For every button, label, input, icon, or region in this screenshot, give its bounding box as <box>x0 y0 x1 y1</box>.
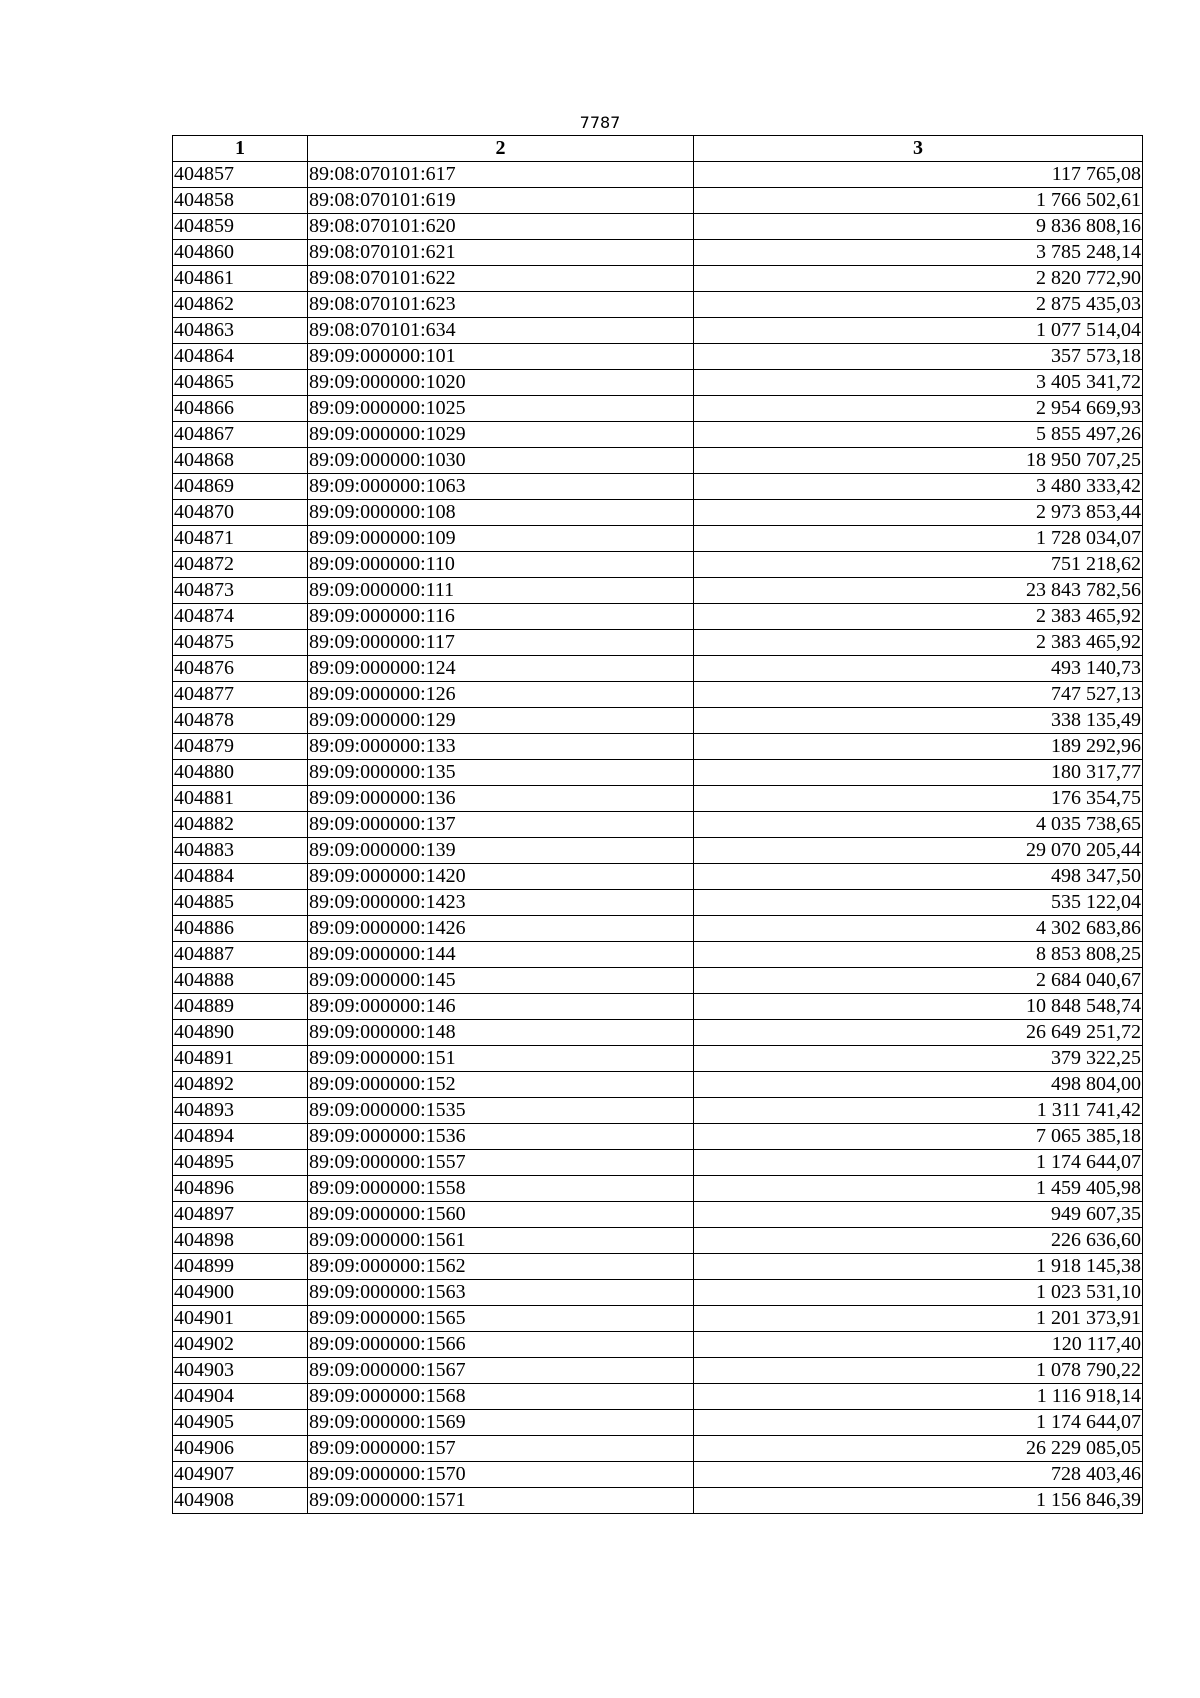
value-cell: 117 765,08 <box>694 162 1143 188</box>
cadastral-number-cell: 89:09:000000:145 <box>308 968 694 994</box>
cadastral-number-cell: 89:09:000000:144 <box>308 942 694 968</box>
cadastral-number-cell: 89:08:070101:619 <box>308 188 694 214</box>
table-row <box>173 188 1143 214</box>
table-body <box>173 162 1143 1514</box>
column-header-1: 1 <box>173 136 308 162</box>
value-cell: 1 766 502,61 <box>694 188 1143 214</box>
table-row <box>173 526 1143 552</box>
cadastral-number-cell: 89:08:070101:623 <box>308 292 694 318</box>
table-row <box>173 474 1143 500</box>
table-row <box>173 630 1143 656</box>
value-cell: 1 116 918,14 <box>694 1384 1143 1410</box>
cadastral-number-cell: 89:09:000000:116 <box>308 604 694 630</box>
value-cell: 2 954 669,93 <box>694 396 1143 422</box>
row-number-cell: 404891 <box>173 1046 308 1072</box>
value-cell: 2 973 853,44 <box>694 500 1143 526</box>
table-row <box>173 1462 1143 1488</box>
cadastral-number-cell: 89:09:000000:148 <box>308 1020 694 1046</box>
table-row <box>173 916 1143 942</box>
value-cell: 1 728 034,07 <box>694 526 1143 552</box>
cadastral-number-cell: 89:09:000000:124 <box>308 656 694 682</box>
row-number-cell: 404887 <box>173 942 308 968</box>
row-number-cell: 404879 <box>173 734 308 760</box>
value-cell: 2 875 435,03 <box>694 292 1143 318</box>
cadastral-number-cell: 89:08:070101:621 <box>308 240 694 266</box>
column-header-3: 3 <box>694 136 1143 162</box>
table-row <box>173 1202 1143 1228</box>
table-row <box>173 1020 1143 1046</box>
table-row <box>173 318 1143 344</box>
table-row <box>173 682 1143 708</box>
table-row <box>173 344 1143 370</box>
row-number-cell: 404857 <box>173 162 308 188</box>
value-cell: 493 140,73 <box>694 656 1143 682</box>
page-number: 7787 <box>579 113 621 132</box>
table-row <box>173 760 1143 786</box>
value-cell: 1 174 644,07 <box>694 1410 1143 1436</box>
table-row <box>173 1306 1143 1332</box>
row-number-cell: 404882 <box>173 812 308 838</box>
row-number-cell: 404865 <box>173 370 308 396</box>
table-row <box>173 1150 1143 1176</box>
table-row <box>173 942 1143 968</box>
value-cell: 751 218,62 <box>694 552 1143 578</box>
row-number-cell: 404868 <box>173 448 308 474</box>
row-number-cell: 404863 <box>173 318 308 344</box>
value-cell: 338 135,49 <box>694 708 1143 734</box>
table-row <box>173 604 1143 630</box>
row-number-cell: 404900 <box>173 1280 308 1306</box>
value-cell: 2 383 465,92 <box>694 604 1143 630</box>
cadastral-number-cell: 89:09:000000:1423 <box>308 890 694 916</box>
cadastral-number-cell: 89:09:000000:1565 <box>308 1306 694 1332</box>
table-row <box>173 370 1143 396</box>
table-header <box>173 136 1143 162</box>
cadastral-number-cell: 89:09:000000:1020 <box>308 370 694 396</box>
table-row <box>173 1358 1143 1384</box>
value-cell: 1 077 514,04 <box>694 318 1143 344</box>
value-cell: 1 023 531,10 <box>694 1280 1143 1306</box>
table-row <box>173 812 1143 838</box>
cadastral-number-cell: 89:09:000000:1568 <box>308 1384 694 1410</box>
table-row <box>173 500 1143 526</box>
table-row <box>173 214 1143 240</box>
table-row <box>173 1384 1143 1410</box>
value-cell: 2 684 040,67 <box>694 968 1143 994</box>
table-row <box>173 422 1143 448</box>
table-row <box>173 734 1143 760</box>
value-cell: 1 156 846,39 <box>694 1488 1143 1514</box>
row-number-cell: 404864 <box>173 344 308 370</box>
cadastral-number-cell: 89:09:000000:133 <box>308 734 694 760</box>
table-row <box>173 552 1143 578</box>
cadastral-number-cell: 89:09:000000:1566 <box>308 1332 694 1358</box>
table-row <box>173 1072 1143 1098</box>
cadastral-number-cell: 89:09:000000:110 <box>308 552 694 578</box>
table-row <box>173 994 1143 1020</box>
cadastral-number-cell: 89:09:000000:1560 <box>308 1202 694 1228</box>
table-row <box>173 1436 1143 1462</box>
table-row <box>173 1410 1143 1436</box>
cadastral-number-cell: 89:09:000000:1571 <box>308 1488 694 1514</box>
value-cell: 2 383 465,92 <box>694 630 1143 656</box>
row-number-cell: 404889 <box>173 994 308 1020</box>
value-cell: 23 843 782,56 <box>694 578 1143 604</box>
row-number-cell: 404870 <box>173 500 308 526</box>
value-cell: 379 322,25 <box>694 1046 1143 1072</box>
value-cell: 10 848 548,74 <box>694 994 1143 1020</box>
value-cell: 1 174 644,07 <box>694 1150 1143 1176</box>
cadastral-number-cell: 89:09:000000:139 <box>308 838 694 864</box>
row-number-cell: 404867 <box>173 422 308 448</box>
row-number-cell: 404893 <box>173 1098 308 1124</box>
table-row <box>173 292 1143 318</box>
cadastral-number-cell: 89:09:000000:126 <box>308 682 694 708</box>
table-row <box>173 448 1143 474</box>
row-number-cell: 404875 <box>173 630 308 656</box>
value-cell: 747 527,13 <box>694 682 1143 708</box>
cadastral-number-cell: 89:09:000000:1561 <box>308 1228 694 1254</box>
table-row <box>173 838 1143 864</box>
row-number-cell: 404883 <box>173 838 308 864</box>
value-cell: 29 070 205,44 <box>694 838 1143 864</box>
cadastral-number-cell: 89:09:000000:1569 <box>308 1410 694 1436</box>
value-cell: 4 302 683,86 <box>694 916 1143 942</box>
row-number-cell: 404884 <box>173 864 308 890</box>
cadastral-number-cell: 89:09:000000:129 <box>308 708 694 734</box>
row-number-cell: 404906 <box>173 1436 308 1462</box>
row-number-cell: 404895 <box>173 1150 308 1176</box>
row-number-cell: 404888 <box>173 968 308 994</box>
cadastral-number-cell: 89:09:000000:136 <box>308 786 694 812</box>
value-cell: 3 480 333,42 <box>694 474 1143 500</box>
row-number-cell: 404866 <box>173 396 308 422</box>
value-cell: 18 950 707,25 <box>694 448 1143 474</box>
cadastral-number-cell: 89:09:000000:1063 <box>308 474 694 500</box>
cadastral-number-cell: 89:09:000000:135 <box>308 760 694 786</box>
cadastral-number-cell: 89:09:000000:1426 <box>308 916 694 942</box>
cadastral-number-cell: 89:08:070101:617 <box>308 162 694 188</box>
table-row <box>173 578 1143 604</box>
cadastral-number-cell: 89:09:000000:1567 <box>308 1358 694 1384</box>
cadastral-number-cell: 89:09:000000:146 <box>308 994 694 1020</box>
table-row <box>173 786 1143 812</box>
table-row <box>173 708 1143 734</box>
cadastral-number-cell: 89:09:000000:1030 <box>308 448 694 474</box>
table-row <box>173 1488 1143 1514</box>
value-cell: 1 918 145,38 <box>694 1254 1143 1280</box>
row-number-cell: 404892 <box>173 1072 308 1098</box>
header-row <box>173 136 1143 162</box>
value-cell: 7 065 385,18 <box>694 1124 1143 1150</box>
value-cell: 1 078 790,22 <box>694 1358 1143 1384</box>
row-number-cell: 404896 <box>173 1176 308 1202</box>
value-cell: 498 347,50 <box>694 864 1143 890</box>
table-row <box>173 1254 1143 1280</box>
table-row <box>173 266 1143 292</box>
table-row <box>173 1124 1143 1150</box>
cadastral-number-cell: 89:09:000000:1558 <box>308 1176 694 1202</box>
row-number-cell: 404902 <box>173 1332 308 1358</box>
cadastral-number-cell: 89:09:000000:1557 <box>308 1150 694 1176</box>
value-cell: 26 229 085,05 <box>694 1436 1143 1462</box>
value-cell: 4 035 738,65 <box>694 812 1143 838</box>
value-cell: 3 405 341,72 <box>694 370 1143 396</box>
table-row <box>173 656 1143 682</box>
value-cell: 5 855 497,26 <box>694 422 1143 448</box>
table-row <box>173 968 1143 994</box>
cadastral-number-cell: 89:09:000000:157 <box>308 1436 694 1462</box>
row-number-cell: 404907 <box>173 1462 308 1488</box>
cadastral-number-cell: 89:09:000000:101 <box>308 344 694 370</box>
row-number-cell: 404869 <box>173 474 308 500</box>
row-number-cell: 404861 <box>173 266 308 292</box>
cadastral-number-cell: 89:09:000000:1420 <box>308 864 694 890</box>
table-row <box>173 1176 1143 1202</box>
row-number-cell: 404897 <box>173 1202 308 1228</box>
value-cell: 3 785 248,14 <box>694 240 1143 266</box>
cadastral-number-cell: 89:08:070101:620 <box>308 214 694 240</box>
value-cell: 120 117,40 <box>694 1332 1143 1358</box>
value-cell: 8 853 808,25 <box>694 942 1143 968</box>
row-number-cell: 404859 <box>173 214 308 240</box>
row-number-cell: 404862 <box>173 292 308 318</box>
value-cell: 176 354,75 <box>694 786 1143 812</box>
value-cell: 1 201 373,91 <box>694 1306 1143 1332</box>
row-number-cell: 404877 <box>173 682 308 708</box>
table-row <box>173 1228 1143 1254</box>
row-number-cell: 404898 <box>173 1228 308 1254</box>
table-row <box>173 1280 1143 1306</box>
table-row <box>173 890 1143 916</box>
cadastral-number-cell: 89:09:000000:151 <box>308 1046 694 1072</box>
row-number-cell: 404905 <box>173 1410 308 1436</box>
cadastral-number-cell: 89:09:000000:1536 <box>308 1124 694 1150</box>
cadastral-number-cell: 89:09:000000:1029 <box>308 422 694 448</box>
value-cell: 226 636,60 <box>694 1228 1143 1254</box>
cadastral-number-cell: 89:09:000000:111 <box>308 578 694 604</box>
value-cell: 1 311 741,42 <box>694 1098 1143 1124</box>
row-number-cell: 404874 <box>173 604 308 630</box>
table-row <box>173 240 1143 266</box>
cadastral-number-cell: 89:09:000000:109 <box>308 526 694 552</box>
registry-table <box>172 135 1143 1514</box>
table-row <box>173 396 1143 422</box>
row-number-cell: 404904 <box>173 1384 308 1410</box>
row-number-cell: 404880 <box>173 760 308 786</box>
cadastral-number-cell: 89:09:000000:137 <box>308 812 694 838</box>
cadastral-number-cell: 89:09:000000:1535 <box>308 1098 694 1124</box>
table-row <box>173 162 1143 188</box>
row-number-cell: 404881 <box>173 786 308 812</box>
value-cell: 498 804,00 <box>694 1072 1143 1098</box>
table-row <box>173 864 1143 890</box>
row-number-cell: 404871 <box>173 526 308 552</box>
row-number-cell: 404885 <box>173 890 308 916</box>
cadastral-number-cell: 89:08:070101:622 <box>308 266 694 292</box>
row-number-cell: 404878 <box>173 708 308 734</box>
cadastral-number-cell: 89:09:000000:1563 <box>308 1280 694 1306</box>
row-number-cell: 404894 <box>173 1124 308 1150</box>
row-number-cell: 404872 <box>173 552 308 578</box>
row-number-cell: 404903 <box>173 1358 308 1384</box>
value-cell: 728 403,46 <box>694 1462 1143 1488</box>
value-cell: 180 317,77 <box>694 760 1143 786</box>
row-number-cell: 404899 <box>173 1254 308 1280</box>
row-number-cell: 404860 <box>173 240 308 266</box>
table-row <box>173 1098 1143 1124</box>
value-cell: 189 292,96 <box>694 734 1143 760</box>
value-cell: 2 820 772,90 <box>694 266 1143 292</box>
column-header-2: 2 <box>308 136 694 162</box>
value-cell: 9 836 808,16 <box>694 214 1143 240</box>
table-row <box>173 1332 1143 1358</box>
cadastral-number-cell: 89:09:000000:152 <box>308 1072 694 1098</box>
row-number-cell: 404890 <box>173 1020 308 1046</box>
value-cell: 1 459 405,98 <box>694 1176 1143 1202</box>
cadastral-number-cell: 89:09:000000:117 <box>308 630 694 656</box>
value-cell: 949 607,35 <box>694 1202 1143 1228</box>
table-row <box>173 1046 1143 1072</box>
cadastral-number-cell: 89:09:000000:1570 <box>308 1462 694 1488</box>
row-number-cell: 404876 <box>173 656 308 682</box>
row-number-cell: 404858 <box>173 188 308 214</box>
row-number-cell: 404908 <box>173 1488 308 1514</box>
cadastral-number-cell: 89:09:000000:1562 <box>308 1254 694 1280</box>
value-cell: 535 122,04 <box>694 890 1143 916</box>
row-number-cell: 404901 <box>173 1306 308 1332</box>
row-number-cell: 404873 <box>173 578 308 604</box>
row-number-cell: 404886 <box>173 916 308 942</box>
value-cell: 357 573,18 <box>694 344 1143 370</box>
cadastral-number-cell: 89:09:000000:1025 <box>308 396 694 422</box>
value-cell: 26 649 251,72 <box>694 1020 1143 1046</box>
cadastral-number-cell: 89:09:000000:108 <box>308 500 694 526</box>
cadastral-number-cell: 89:08:070101:634 <box>308 318 694 344</box>
